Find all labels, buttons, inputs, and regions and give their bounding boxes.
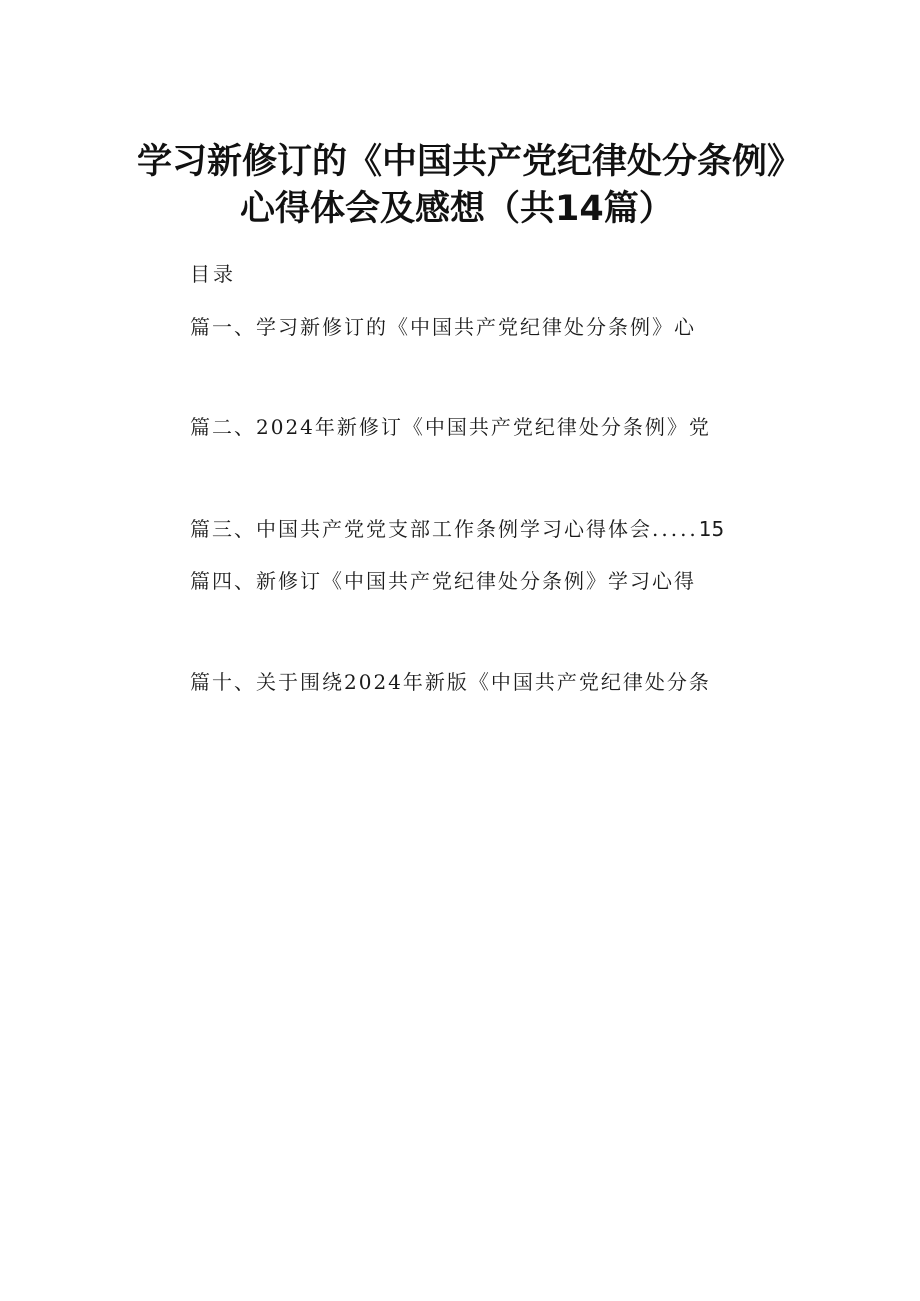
toc-entry[interactable] — [190, 513, 724, 542]
toc-entry-text: 篇十、关于围绕2024年新版《中国共产党纪律处分条 — [190, 670, 711, 694]
toc-entry-leader: ..... — [652, 517, 699, 541]
toc-entry[interactable] — [190, 311, 696, 340]
toc-entry-text: 篇一、学习新修订的《中国共产党纪律处分条例》心 — [190, 315, 696, 339]
document-title-line-1: 学习新修订的《中国共产党纪律处分条例》 — [137, 142, 803, 182]
toc-entry-text: 篇三、中国共产党党支部工作条例学习心得体会 — [190, 517, 652, 541]
toc-entry-page-number: 15 — [698, 517, 725, 541]
toc-entry-text: 篇四、新修订《中国共产党纪律处分条例》学习心得 — [190, 569, 696, 593]
document-title-line-2: 心得体会及感想（共14篇） — [240, 189, 674, 229]
toc-heading: 目录 — [190, 262, 236, 286]
toc-entry[interactable] — [190, 411, 711, 440]
toc-entry[interactable] — [190, 565, 696, 594]
toc-entry-text: 篇二、2024年新修订《中国共产党纪律处分条例》党 — [190, 415, 711, 439]
toc-entry[interactable] — [190, 666, 711, 695]
